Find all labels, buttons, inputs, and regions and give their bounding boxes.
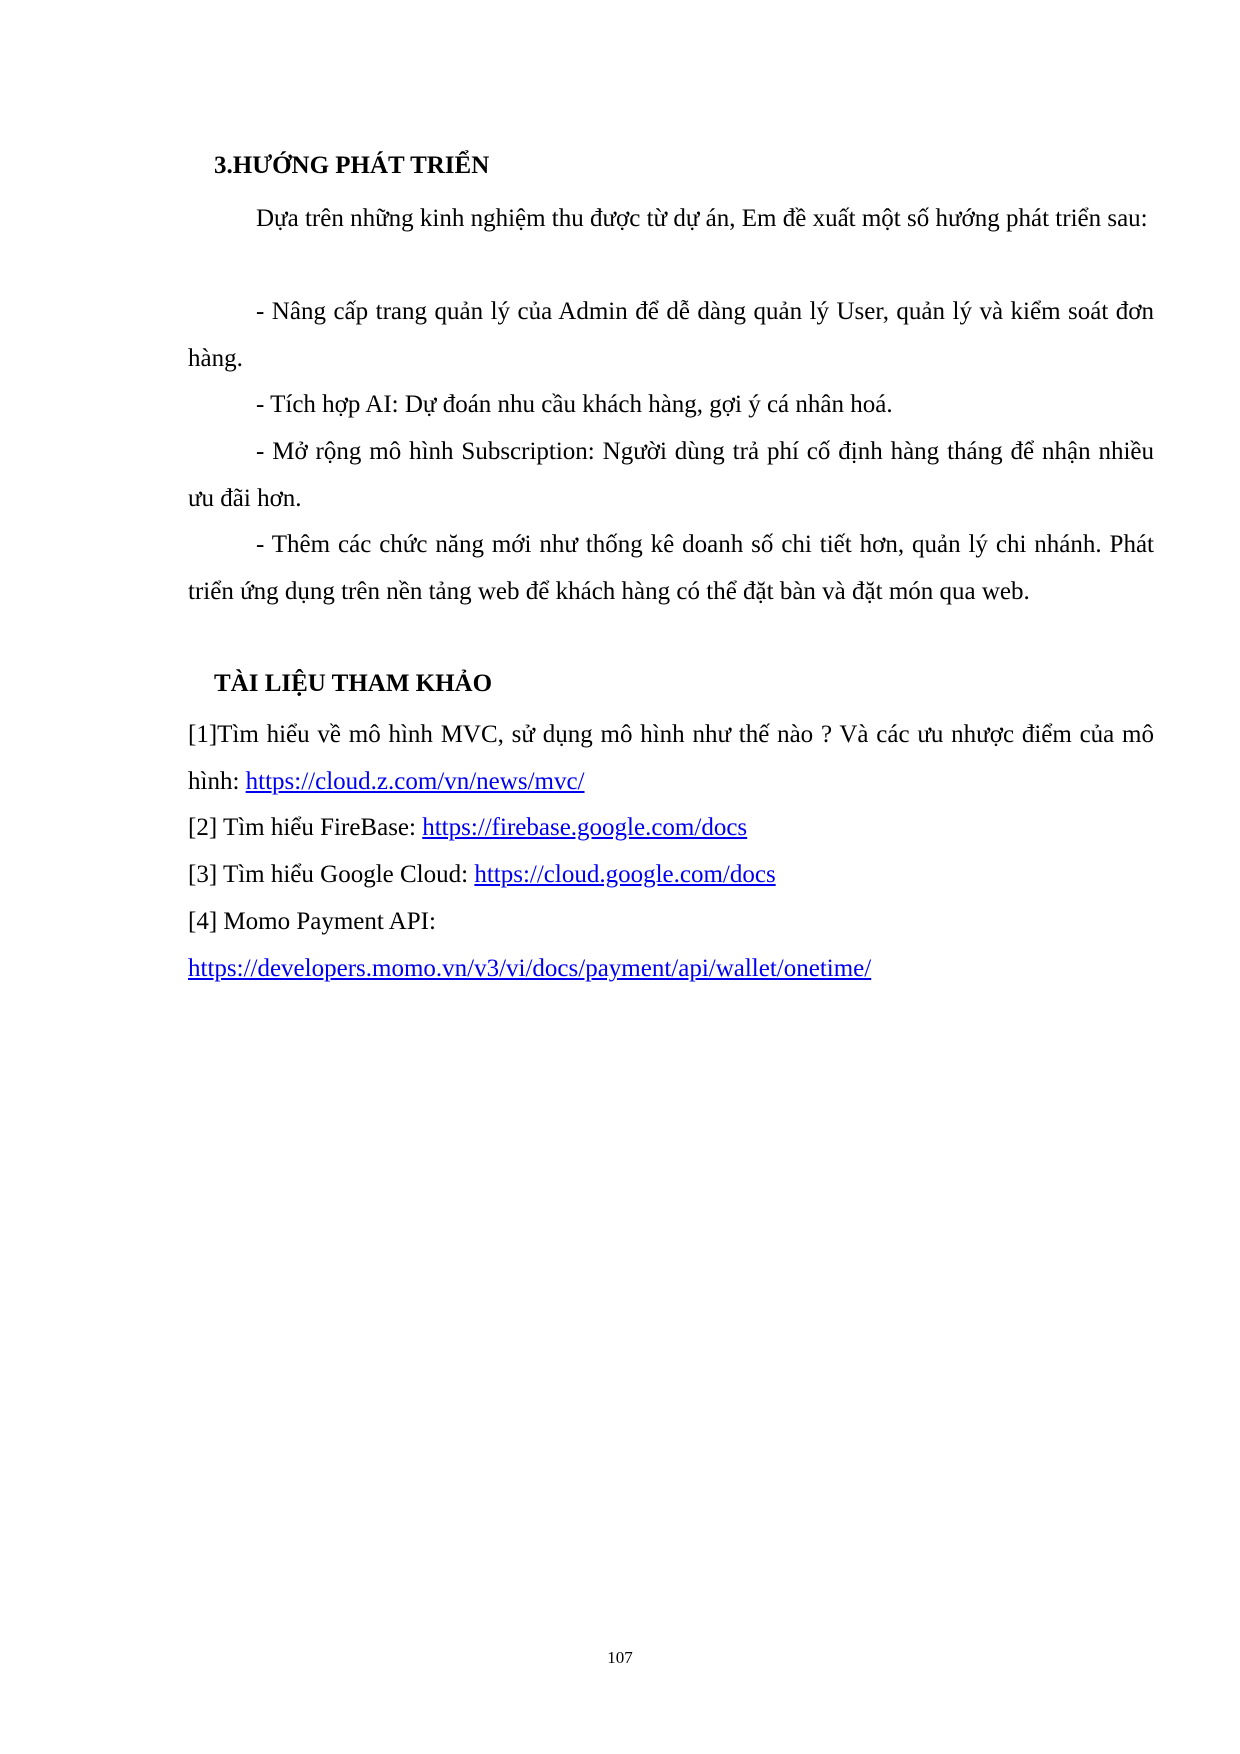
reference-item-url-line: [188, 946, 1154, 993]
reference-item: [188, 899, 1154, 946]
reference-link[interactable]: https://firebase.google.com/docs: [422, 814, 748, 841]
reference-item: [188, 852, 1154, 899]
page-number: 107: [607, 1648, 633, 1667]
reference-text: [2] Tìm hiểu FireBase:: [188, 814, 423, 841]
development-item: - Thêm các chức năng mới như thống kê doanh số chi tiết hơn, quản lý chi nhánh. Phát triển ứng dụng trên nền tảng web để khách hàng có thể đặt bàn và đặt món qua web.: [188, 531, 1154, 605]
reference-link[interactable]: https://developers.momo.vn/v3/vi/docs/payment/api/wallet/onetime/: [188, 955, 872, 982]
development-item: - Mở rộng mô hình Subscription: Người dùng trả phí cố định hàng tháng để nhận nhiều ưu đãi hơn.: [188, 438, 1154, 512]
reference-text: [4] Momo Payment API:: [188, 908, 436, 935]
intro-paragraph: Dựa trên những kinh nghiệm thu được từ dự án, Em đề xuất một số hướng phát triển sau:: [256, 205, 1148, 232]
development-item: - Tích hợp AI: Dự đoán nhu cầu khách hàng, gợi ý cá nhân hoá.: [256, 391, 893, 418]
reference-item: [188, 712, 1154, 806]
document-page: [188, 0, 1154, 1754]
reference-link[interactable]: https://cloud.google.com/docs: [474, 861, 776, 888]
development-item: - Nâng cấp trang quản lý của Admin để dễ dàng quản lý User, quản lý và kiểm soát đơn hàng.: [188, 298, 1154, 372]
reference-link[interactable]: https://cloud.z.com/vn/news/mvc/: [245, 767, 585, 795]
reference-text: [3] Tìm hiểu Google Cloud:: [188, 861, 475, 888]
section-heading: 3.HƯỚNG PHÁT TRIỂN: [214, 152, 490, 179]
reference-item: [188, 805, 1154, 852]
references-heading: TÀI LIỆU THAM KHẢO: [214, 670, 493, 697]
reference-text: [1]Tìm hiểu về mô hình MVC, sử dụng mô hình như thế nào ? Và các ưu nhược điểm của mô hình:: [188, 721, 1154, 795]
